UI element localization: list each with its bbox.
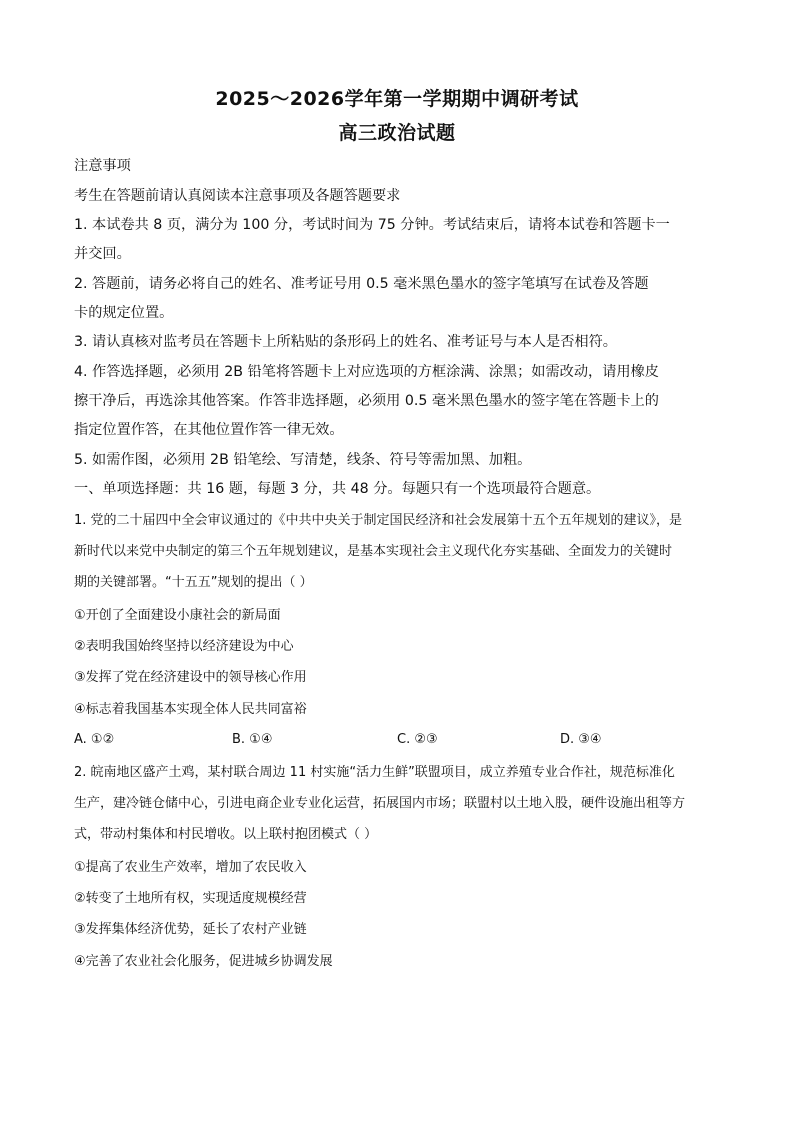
- q1-option-c: C. ②③: [397, 732, 438, 747]
- exam-subtitle: 高三政治试题: [338, 122, 456, 144]
- q2-stem-line: 式，带动村集体和村民增收。以上联村抱团模式（ ）: [74, 827, 378, 842]
- q2-item: ③发挥集体经济优势，延长了农村产业链: [74, 922, 307, 937]
- section-heading: 一、单项选择题：共 16 题，每题 3 分，共 48 分。每题只有一个选项最符合题意。: [74, 481, 601, 497]
- notice-line: 并交回。: [74, 246, 131, 262]
- exam-title: 2025～2026学年第一学期期中调研考试: [215, 88, 579, 110]
- notice-line: 指定位置作答，在其他位置作答一律无效。: [74, 422, 344, 438]
- q1-item: ④标志着我国基本实现全体人民共同富裕: [74, 702, 307, 717]
- q2-stem-line: 生产，建冷链仓储中心，引进电商企业专业化运营，拓展国内市场；联盟村以土地入股，硬件设施出租等方: [74, 796, 686, 811]
- notice-line: 擦干净后，再选涂其他答案。作答非选择题，必须用 0.5 毫米黑色墨水的签字笔在答题卡上的: [74, 393, 659, 409]
- notice-heading: 注意事项: [74, 158, 131, 174]
- q2-stem-line: 2. 皖南地区盛产土鸡，某村联合周边 11 村实施“活力生鲜”联盟项目，成立养殖专业合作社，规范标准化: [74, 765, 675, 780]
- notice-line: 4. 作答选择题，必须用 2B 铅笔将答题卡上对应选项的方框涂满、涂黑；如需改动，请用橡皮: [74, 364, 659, 380]
- q1-item: ②表明我国始终坚持以经济建设为中心: [74, 639, 294, 654]
- q1-item: ①开创了全面建设小康社会的新局面: [74, 608, 281, 623]
- q1-option-d: D. ③④: [560, 732, 602, 747]
- notice-line: 5. 如需作图，必须用 2B 铅笔绘、写清楚，线条、符号等需加黑、加粗。: [74, 452, 532, 468]
- notice-line: 卡的规定位置。: [74, 305, 174, 321]
- notice-line: 1. 本试卷共 8 页，满分为 100 分，考试时间为 75 分钟。考试结束后，请将本试卷和答题卡一: [74, 217, 670, 233]
- q2-item: ④完善了农业社会化服务，促进城乡协调发展: [74, 954, 333, 969]
- q1-stem-line: 新时代以来党中央制定的第三个五年规划建议，是基本实现社会主义现代化夯实基础、全面发力的关键时: [74, 544, 673, 559]
- q2-item: ①提高了农业生产效率，增加了农民收入: [74, 860, 307, 875]
- notice-line: 2. 答题前，请务必将自己的姓名、准考证号用 0.5 毫米黑色墨水的签字笔填写在试卷及答题: [74, 276, 649, 292]
- notice-line: 考生在答题前请认真阅读本注意事项及各题答题要求: [74, 188, 401, 204]
- q1-stem-line: 期的关键部署。“十五五”规划的提出（ ）: [74, 575, 313, 590]
- q1-option-b: B. ①④: [232, 732, 273, 747]
- notice-line: 3. 请认真核对监考员在答题卡上所粘贴的条形码上的姓名、准考证号与本人是否相符。: [74, 334, 617, 350]
- q2-item: ②转变了土地所有权，实现适度规模经营: [74, 891, 307, 906]
- q1-option-a: A. ①②: [74, 732, 115, 747]
- q1-item: ③发挥了党在经济建设中的领导核心作用: [74, 670, 307, 685]
- q1-stem-line: 1. 党的二十届四中全会审议通过的《中共中央关于制定国民经济和社会发展第十五个五年规划的建议》，是: [74, 513, 683, 528]
